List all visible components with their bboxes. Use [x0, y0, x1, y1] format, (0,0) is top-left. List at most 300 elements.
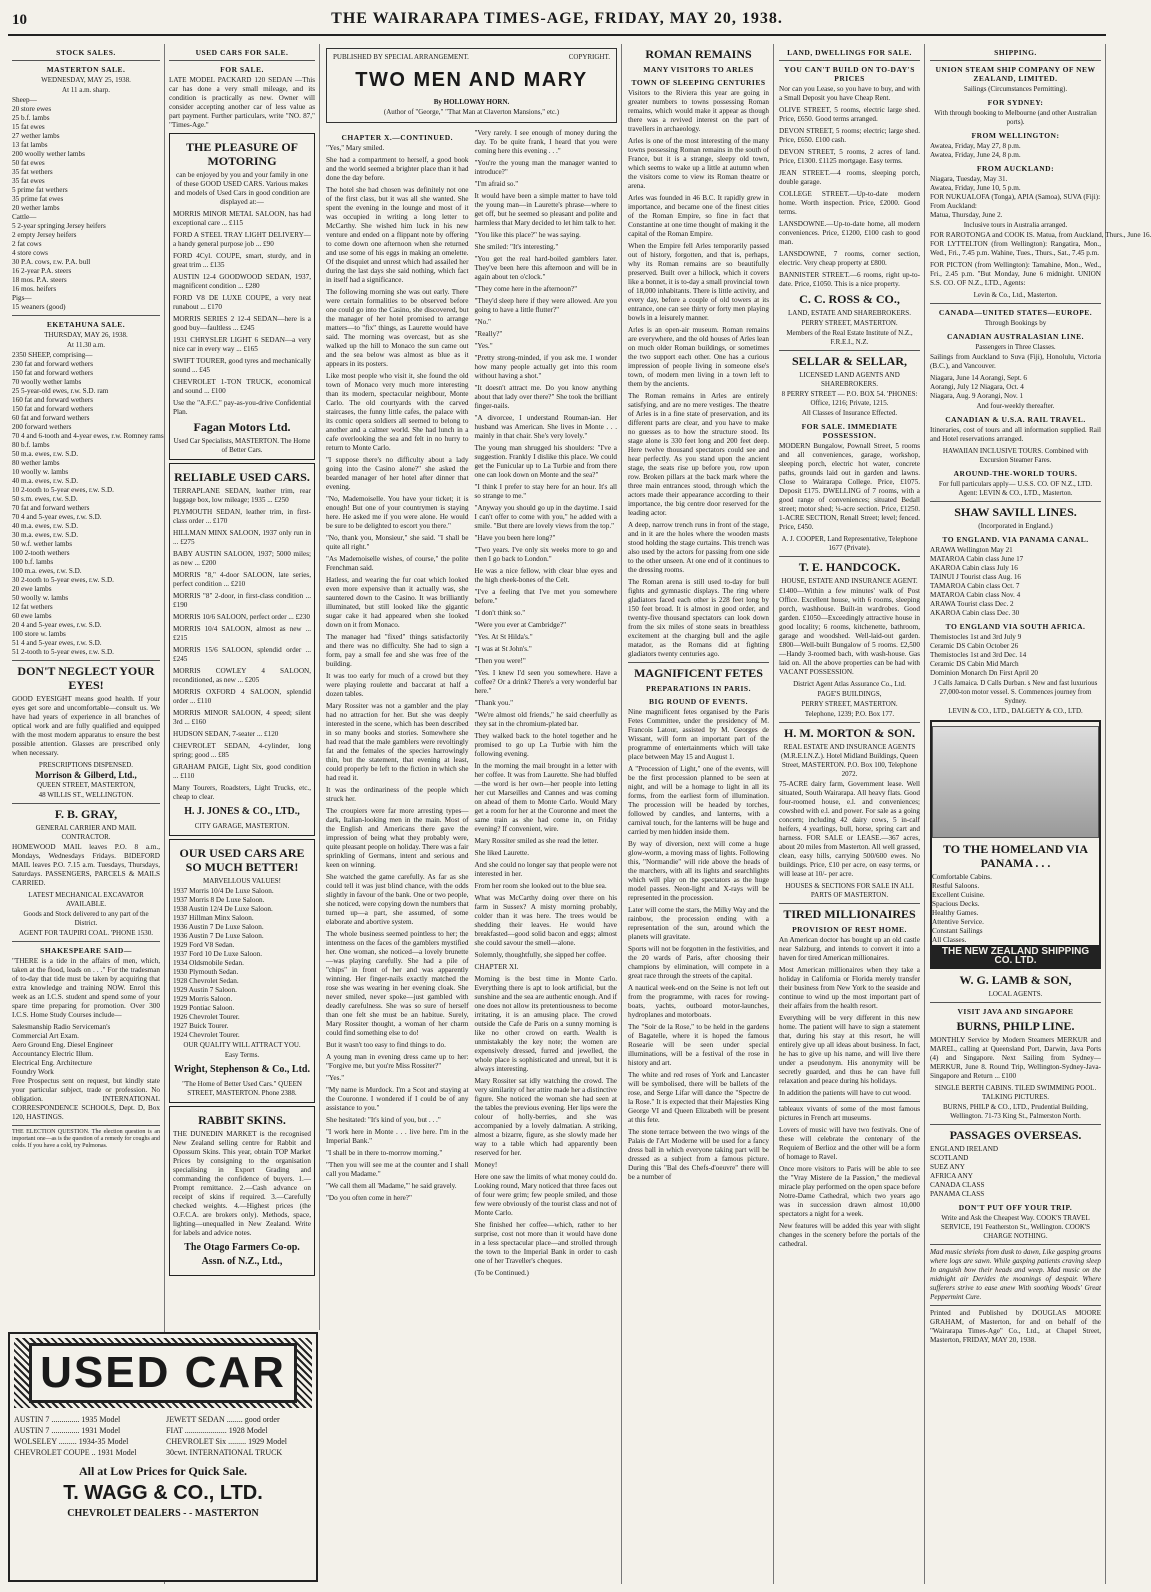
article-paragraph: Everything will be very different in this new home. The patient will have to sign a statement that, during his stay at this resort, he will entirely give up all ideas about business. In fact, he has to give up his name, and will live there under a pseudonym. His anonymity will be secretly guarded, and thus he can have full relaxation and peace during his holidays. — [779, 1014, 920, 1085]
article-paragraph: The Roman remains in Arles are entirely satisfying, and are no mere vestiges. The theatre of Arles is in a fine state of preservation, and its different parts are clear, and you have to make no guesses as to how the structure stood. Its stage alone is 330 feet long and 200 feet deep. Here twelve thousand spectators could see and hear perfectly. As you stand upon the ancient stage, the seats rise up before you, row upon row. Broken pillars at the back mark where the three main entrances stood, through which the actors made their appearance according to their importance, the big centre door reserved for the leading actor. — [628, 392, 769, 517]
car-listing: 1929 Pontiac Saloon. — [173, 1004, 235, 1012]
sailing-row: Ceramic DS Cabin October 26 — [930, 642, 1019, 650]
article-paragraph: Arles is one of the most interesting of the many towns possessing Roman remains in the south of France, but it is a strange, sleepy old town, which seems to wake up a little at autumn when the visitors come to view its Roman theatre or arena. — [628, 137, 769, 190]
story-column-a — [326, 144, 469, 1203]
story-paragraph: She finished her coffee—which, rather to her surprise, cost not more than it would have done in a less spectacular place—and strolled through the town to the Imperial Bank in order to cash one of her Traveller's cheques. — [474, 1221, 617, 1265]
homeland-list — [932, 873, 1099, 945]
sailing-row: AKAROA Cabin class Dec. 30 — [930, 609, 1020, 617]
story-title: TWO MEN AND MARY — [355, 69, 588, 91]
eketahuna-sale-date: THURSDAY, MAY 26, 1938. — [44, 331, 128, 339]
story-column-b — [475, 129, 618, 1281]
passage-row: AFRICA ANY — [930, 1172, 973, 1180]
lamb-subtitle: LOCAL AGENTS. — [988, 990, 1043, 998]
morrison-address-2: 48 WILLIS ST., WELLINGTON. — [38, 791, 134, 799]
shaw-subtitle: (Incorporated in England.) — [978, 522, 1053, 530]
sale-lot: 30 P.A. cows, r.w. P.A. bull — [12, 258, 91, 266]
jones-name: H. J. JONES & CO., LTD., — [184, 806, 300, 817]
homeland-heading: TO THE HOMELAND VIA PANAMA . . . — [942, 842, 1089, 870]
sale-lot: 25 b.f. lambs — [12, 114, 50, 122]
sellar-subtitle: LICENSED LAND AGENTS AND SHAREBROKERS. — [799, 371, 900, 388]
sailing-row: Aorangi, July 12 Niagara, Oct. 4 — [930, 383, 1024, 391]
masterton-sale-heading: MASTERTON SALE. — [46, 65, 126, 74]
lyttelton-text: FOR LYTTELTON (from Wellington): Rangatira, Mon., Wed., Fri., 7.45 p.m. Wahine, Tues., Thurs., Sat., 7.45 p.m. — [930, 240, 1101, 257]
sale-lot: 100 b.f. lambs — [12, 558, 54, 566]
feature-item: All Classes. — [932, 936, 967, 944]
story-paragraph: But it wasn't too easy to find things to do. — [326, 1041, 446, 1049]
used-cars-heading: USED CARS FOR SALE. — [195, 48, 289, 57]
fetes-heading: MAGNIFICENT FETES — [634, 666, 763, 680]
sale-lot: 2 empty Jersey heifers — [12, 231, 77, 239]
car-listing: MORRIS COWLEY 4 SALOON, reconditioned, as new ... £205 — [173, 667, 311, 684]
stock-sales-heading: STOCK SALES. — [56, 48, 116, 57]
story-paragraph: "Thank you." — [474, 699, 514, 707]
published-note: PUBLISHED BY SPECIAL ARRANGEMENT. — [333, 53, 469, 61]
car-listing: FORD V8 DE LUXE COUPE, a very neat runabout ... £170 — [173, 294, 311, 311]
page-header — [8, 6, 1106, 36]
sale-lot: 20 4 and 5-year ewes, r.w. S.D. — [12, 621, 102, 629]
story-paragraph: "I suppose there's no difficulty about a lady going into the Casino alone?" she asked the bearded manager of her hotel after dinner that evening. — [326, 456, 469, 491]
calls-text: J Calls Jamaica. D Calls Durban. s New and fast luxurious 27,000-ton motor vessel. S. Commences journey from Sydney. — [933, 679, 1098, 705]
masterton-sale-date: WEDNESDAY, MAY 25, 1938. — [41, 76, 131, 84]
sale-lot: 27 wether lambs — [12, 132, 60, 140]
excavator-text: LATEST MECHANICAL EXCAVATOR AVAILABLE. — [28, 891, 144, 908]
car-listing: 1937 Morris 8 De Luxe Saloon. — [173, 896, 265, 904]
passage-row: SUEZ ANY — [930, 1163, 965, 1171]
passage-row: CANADA CLASS — [930, 1181, 985, 1189]
story-paragraph: "They come here in the afternoon?" — [474, 285, 578, 293]
passages-list — [930, 1145, 1101, 1199]
sale-lot: 16 mos. heifers — [12, 285, 57, 293]
shakespeare-text: "THERE is a tide in the affairs of men, which, taken at the flood, leads on . . ." For the tradesman of to-day that tide must be taken by acquiring that extra knowledge and training NOW. Enrol this week as an I.C.S. student and spend some of your spare time preparing for promotion. Over 300 I.C.S. Home Study Courses include— — [12, 957, 160, 1019]
article-paragraph: New features will be added this year with slight changes in the scenery before the portals of the cathedral. — [779, 1222, 920, 1248]
sale-lot: 30 2-tooth to 5-year ewes, r.w. S.D. — [12, 576, 114, 584]
column-used-cars — [165, 44, 320, 1330]
story-paragraph: "You like this place?" he was saying. — [474, 231, 581, 239]
column-shipping — [926, 44, 1151, 1584]
wagg-name: T. WAGG & CO., LTD. — [63, 1482, 263, 1504]
story-paragraph: "Yes. I knew I'd seen you somewhere. Have a coffee? Or a drink? There's a very wonderful bar here." — [474, 669, 617, 695]
story-paragraph: "It doesn't attract me. Do you know anything about that lady over there?" She took the brilliant finger-nails. — [474, 384, 617, 410]
masthead: THE WAIRARAPA TIMES-AGE, FRIDAY, MAY 20, 1938. — [331, 10, 783, 27]
car-listing: 1938 Austin 12/4 De Luxe Saloon. — [173, 905, 273, 913]
eketahuna-sale-heading: EKETAHUNA SALE. — [46, 320, 126, 329]
handcock-text: £1400—Within a few minutes' walk of Post Office. Excellent house, with 6 rooms, sleeping porch, washhouse. Built-in wardrobes. Good garden. £1050—Exceedingly attractive house in good locality; 6 rooms, kitchenette, bathroom, garage and woodshed. Well-laid-out garden. £800—Well-built Bungalow of 5 rooms. £2,500—Handy 3-roomed bach, with wash-house. Gas laid on. All the above properties can be had with VACANT POSSESSION. — [779, 587, 920, 676]
car-listing: MORRIS 10/6 SALOON, perfect order ... £230 — [173, 613, 310, 621]
course-item: Accountancy Electric Illum. — [12, 1050, 94, 1058]
sale-lot: 80 b.f. lambs — [12, 441, 50, 449]
story-paragraph: "Really?" — [474, 330, 503, 338]
story-paragraph: A young man in evening dress came up to her: "Forgive me, but you're Miss Rossiter?" — [326, 1053, 469, 1070]
packard-ad: LATE MODEL PACKARD 120 SEDAN —This car has done a very small mileage, and its condition is practically as new. Owner will consider accepting another car of less value as part payment. Further particulars, write "NO. 87," "Times-Age." — [169, 76, 315, 129]
roman-sub2: TOWN OF SLEEPING CENTURIES — [631, 78, 766, 87]
column-features — [624, 44, 774, 1584]
used-car-tagline: All at Low Prices for Quick Sale. — [78, 1464, 248, 1478]
car-model: AUSTIN 7 .............. 1935 Model — [14, 1415, 121, 1424]
car-listing: 1928 Chevrolet Sedan. — [173, 977, 239, 985]
sale-lot: 30 m.a. ewes, r.w. S.D. — [12, 531, 79, 539]
page-number: 10 — [12, 12, 27, 28]
sale-lot: 5 2-year springing Jersey heifers — [12, 222, 106, 230]
story-paragraph: "They'd sleep here if they were allowed. Are you going to have a little flutter?" — [474, 297, 617, 314]
wagg-footer: CHEVROLET DEALERS - - MASTERTON — [67, 1508, 259, 1519]
fagan-subtitle: Used Car Specialists, MASTERTON. The Home of Better Cars. — [173, 437, 311, 454]
roman-sub1: MANY VISITORS TO ARLES — [643, 65, 754, 74]
taupiri-text: AGENT FOR TAUPIRI COAL. 'PHONE 1530. — [18, 929, 154, 937]
car-listing: MORRIS MINOR METAL SALOON, has had exceptional care ... £115 — [173, 210, 311, 227]
car-listing: CHEVROLET 1-TON TRUCK, economical and sound ... £100 — [173, 378, 311, 395]
car-listing: BABY AUSTIN SALOON, 1937; 5000 miles; as new ... £200 — [173, 550, 311, 567]
sale-lot: 15 weaners (good) — [12, 303, 66, 311]
story-paragraph: "We're almost old friends," he said cheerfully as they sat in the chromium-plated bar. — [474, 711, 617, 728]
story-paragraph: In the morning the mail brought in a letter with her coffee. It was from Laurette. She had bluffed—the word is her own—her people into letting her cut Marseilles and Cannes and was coming on ahead of them to Monte Carlo. Would Mary get a room for her at the Couronne and meet the same train as she had come in, on Friday evening? If convenient, wire. — [474, 762, 617, 833]
story-paragraph: Mary Rossiter was not a gambler and the play had no attraction for her. But she was deeply interested in the scene, which has been described in so many books and stories. Somewhere she had read that the male gamblers were revoltingly fat and the females of the species harrowingly thin, but the statement, that evening at least, could properly be left to the fiction in which she had read it. — [326, 702, 469, 782]
marvellous-text: MARVELLOUS VALUES! — [203, 877, 281, 885]
sale-lot: Pigs— — [12, 294, 32, 302]
story-paragraph: Money! — [474, 1161, 498, 1169]
story-paragraph: "Yes. At St Hilda's." — [474, 633, 533, 641]
car-listing: 1930 Plymouth Sedan. — [173, 968, 239, 976]
sale-lot: 2 fat cows — [12, 240, 42, 248]
car-listing: MORRIS SERIES 2 12-4 SEDAN—here is a good buy—faultless ... £245 — [173, 315, 311, 332]
car-model: CHEVROLET Six ......... 1929 Model — [166, 1437, 287, 1446]
story-paragraph: "Pretty strong-minded, if you ask me. I wonder how many people actually get into this room without having a shot." — [474, 354, 617, 380]
car-listing: TERRAPLANE SEDAN, leather trim, rear luggage box, low mileage; 1935 ... £250 — [173, 487, 311, 504]
sailing-row: Awatea, Friday, June 10, 5 p.m. — [930, 184, 1021, 192]
canada-via: Through Bookings by — [984, 319, 1047, 327]
story-paragraph: "You're the young man the manager wanted to introduce?" — [474, 159, 617, 176]
hawaiian-text: HAWAIIAN INCLUSIVE TOURS. Combined with Excursion Steamer Fares. — [942, 447, 1089, 464]
rabbit-text: THE DUNEDIN MARKET is the recognised New Zealand selling centre for Rabbit and Opossum Skins. This year, obtain TOP Market Prices by consigning to the organisation specialising in Export Grading and commanding the confidence of buyers. 1.—Prompt remittance. 2.—Cash advance on receipt of skins if required. 3.—Carefully checked weights. 4.—Highest prices (the O.F.C.A. are brokers only). Methods, space, lighting—unequalled in New Zealand. Write for labels and advice notes. — [173, 1130, 311, 1237]
car-listing: Many Tourers, Roadsters, Light Trucks, etc., cheap to clear. — [173, 784, 311, 801]
sale-lot: 15 fat ewes — [12, 123, 45, 131]
fetes-article — [628, 708, 769, 1182]
sale-lot: 10 woolly w. lambs — [12, 468, 69, 476]
handcock-building: PAGE'S BUILDINGS, — [817, 690, 882, 698]
car-model: 30cwt. INTERNATIONAL TRUCK — [166, 1448, 283, 1457]
rarotonga-text: FOR RAROTONGA and COOK IS. Matua, from Auckland, Thurs., June 16. — [930, 231, 1151, 239]
fourweekly-text: And four-weekly thereafter. — [976, 402, 1055, 410]
property-listing: DEVON STREET, 5 rooms; electric; large shed. Price, £650. £100 cash. — [779, 127, 920, 144]
masterton-sale-time: At 11 a.m. sharp. — [62, 86, 110, 94]
burns-name: BURNS, PHILP LINE. — [956, 1019, 1075, 1033]
used-car-advert — [8, 1332, 318, 1582]
article-paragraph: The Roman arena is still used to-day for bull fights and gymnastic displays. The ring where gladiators faced each other is 228 feet long by 150 feet broad. It is almost in good order, and twenty-five thousand spectators can look down from the six miles of stone seats in breathless excitement at the charging bull and the agile matador, as the Romans did at fighting gladiators twenty centuries ago. — [628, 578, 769, 658]
sale-lot: 10 2-tooth to 5-year ewes, r.w. S.D. — [12, 486, 114, 494]
roman-article — [628, 89, 769, 659]
car-model: JEWETT SEDAN ........ good order — [166, 1415, 280, 1424]
car-listing: FORD A STEEL TRAY LIGHT DELIVERY—a handy general purpose job ... £90 — [173, 231, 311, 248]
dont-put-off: DON'T PUT OFF YOUR TRIP. — [958, 1203, 1073, 1212]
wright-ad — [169, 839, 315, 1103]
lamb-name: W. G. LAMB & SON, — [959, 973, 1072, 987]
around-heading: AROUND-THE-WORLD TOURS. — [953, 469, 1078, 478]
story-paragraph: "Yes," Mary smiled. — [326, 144, 385, 152]
wellington-list — [930, 142, 1101, 160]
feature-item: Restful Saloons. — [932, 882, 980, 890]
gray-name: F. B. GRAY, — [54, 807, 118, 821]
morton-subtitle: REAL ESTATE AND INSURANCE AGENTS (M.R.E.I.N.Z.). Hotel Midland Buildings, Queen Street, MASTERTON. P.O. Box 100, Telephone 2072. — [780, 743, 919, 778]
story-paragraph: "Two years. I've only six weeks more to go and then I go back to London." — [474, 546, 617, 563]
canada-heading: CANADA—UNITED STATES—EUROPE. — [938, 308, 1093, 317]
story-paragraph: He was a nice fellow, with clear blue eyes and the high cheek-bones of the Celt. — [474, 567, 617, 584]
course-item: Aero Ground Eng. Diesel Engineer — [12, 1041, 114, 1049]
sailing-row: FOR NUKUALOFA (Tonga), APIA (Samoa), SUVA (Fiji): — [930, 193, 1101, 201]
sailing-row: Niagara, Tuesday, May 31. — [930, 175, 1008, 183]
story-paragraph: "Then you will see me at the counter and I shall call you Madame." — [326, 1161, 469, 1178]
feature-item: Attentive Service. — [932, 918, 984, 926]
eketahuna-sale-list — [12, 351, 164, 657]
article-paragraph: When the Empire fell Arles temporarily passed out of history, forgotten, and that is, perhaps, why its Roman remains are so beautifully preserved. Built over a hillock, which it covers like a bonnet, it is to-day a small provincial town of 18,000 inhabitants. There is little activity, and every day, before a couple of old towers at its entrance, one can see thirty or forty men playing bowls in a leisurely manner. — [628, 242, 769, 322]
shaw-list — [930, 546, 1101, 618]
story-paragraph: "Yes." — [326, 1074, 345, 1082]
property-listing: LANSDOWNE, 7 rooms, corner section, electric. Very cheap property at £800. — [779, 250, 920, 267]
sale-lot: 60 fat and forward wethers — [12, 414, 90, 422]
sale-lot: 70 4 and 5-year ewes, r.w. S.D. — [12, 513, 102, 521]
story-paragraph: "As Mademoiselle wishes, of course," the polite Frenchman said. — [326, 555, 469, 572]
fagan-name: Fagan Motors Ltd. — [193, 420, 291, 434]
inclusive-text: Inclusive tours in Australia arranged. — [963, 221, 1068, 229]
car-listing: 1929 Austin 7 Saloon. — [173, 986, 237, 994]
sale-lot: 40 m.a. ewes, r.w. S.D. — [12, 522, 79, 530]
ship-illustration — [932, 726, 1099, 838]
article-paragraph: Lovers of music will have two festivals. One of these will celebrate the centenary of the Requiem of Berlioz and the other will be a form of homage to Ravel. — [779, 1126, 920, 1161]
used-car-models-left — [14, 1414, 160, 1458]
sale-lot: 60 ewe lambs — [12, 612, 52, 620]
otago-name: The Otago Farmers Co-op. Assn. of N.Z., Ltd., — [184, 1242, 300, 1267]
sale-lot: 20 ewe lambs — [12, 585, 52, 593]
story-paragraph: It was the ordinariness of the people which struck her. — [326, 786, 469, 803]
sale-lot: Sheep— — [12, 96, 37, 104]
article-paragraph: In addition the patients will have to cut wood. — [779, 1089, 911, 1097]
feature-item: Comfortable Cabins. — [932, 873, 992, 881]
around-text: For full particulars apply— U.S.S. CO. OF N.Z., LTD. Agent: LEVIN & CO., LTD., Masterton. — [938, 480, 1093, 497]
feature-item: Excellent Cuisine. — [932, 891, 985, 899]
car-listing: GRAHAM PAIGE, Light Six, good condition ... £110 — [173, 763, 311, 780]
union-heading: UNION STEAM SHIP COMPANY OF NEW ZEALAND, LIMITED. — [935, 65, 1096, 83]
handcock-name: T. E. HANDCOCK. — [798, 560, 901, 574]
car-model: AUSTIN 7 .............. 1931 Model — [14, 1426, 121, 1435]
three-classes: Passengers in Three Classes. — [975, 343, 1056, 351]
story-paragraph: "I work here in Monte . . . live here. I'm in the Imperial Bank." — [326, 1128, 469, 1145]
handcock-telephone: Telephone, 1239; P.O. Box 177. — [804, 710, 895, 718]
sale-lot: 100 store w. lambs — [12, 630, 66, 638]
sale-lot: 200 forward wethers — [12, 423, 72, 431]
car-listing: Use the "A.F.C." pay-as-you-drive Confidential Plan. — [173, 399, 311, 416]
car-listing: 1937 Morris 10/4 De Luxe Saloon. — [173, 887, 274, 895]
car-listing: 1929 Ford V8 Sedan. — [173, 941, 235, 949]
jones-ad — [169, 463, 315, 836]
story-paragraph: Like most people who visit it, she found the old town of Monaco very much more interesting than its modern, spectacular neighbour, Monte Carlo. The old courtyards with the carved staircases, the funny little cafes, the palace with its comic opera soldiers all seemed to belong to another and a calmer world. She had lunch in a cafe overlooking the sea and felt in no hurry to return to Monte Carlo. — [326, 372, 469, 452]
sale-lot: 35 prime fat ewes — [12, 195, 64, 203]
pleasure-title: THE PLEASURE OF MOTORING — [185, 140, 299, 168]
cooks-text: Write and Ask the Cheapest Way. COOK'S TRAVEL SERVICE, 191 Featherston St., Wellington. COOK'S CHARGE NOTHING. — [940, 1214, 1091, 1240]
article-paragraph: The white and red roses of York and Lancaster will be symbolised, there will be ballets of the rose, and Serge Lifar will dance the "Spectre de la Rose." It is expected that their Majesties King George VI and Queen Elizabeth will be present at this fete. — [628, 1071, 769, 1124]
car-listing: MORRIS "8," 4-door SALOON, late series, perfect condition ... £210 — [173, 571, 311, 588]
eketahuna-sale-time: At 11.30 a.m. — [66, 341, 106, 349]
wright-list — [173, 887, 311, 1040]
sale-lot: 12 fat wethers — [12, 603, 53, 611]
cant-build-heading: YOU CAN'T BUILD ON TO-DAY'S PRICES — [784, 65, 915, 83]
auckland-heading: FROM AUCKLAND: — [976, 164, 1055, 173]
morton-footer: HOUSES & SECTIONS FOR SALE IN ALL PARTS OF MASTERTON. — [785, 882, 914, 899]
sailing-row: TAMAROA Cabin class Oct. 7 — [930, 582, 1020, 590]
sale-lot: 100 2-tooth wethers — [12, 549, 70, 557]
car-listing: HILLMAN MINX SALOON, 1937 only run in ... £275 — [173, 529, 311, 546]
story-paragraph: "Have you been here long?" — [474, 534, 556, 542]
rabbit-ad — [169, 1106, 315, 1276]
sale-lot: 40 m.a. ewes, r.w. S.D. — [12, 477, 79, 485]
quality-text: OUR QUALITY WILL ATTRACT YOU. — [183, 1041, 301, 1049]
sailing-row: TAINUI J Tourist class Aug. 16 — [930, 573, 1022, 581]
story-paragraph: "I shall be in there to-morrow morning." — [326, 1149, 443, 1157]
fagan-ad — [169, 133, 315, 460]
ross-address: PERRY STREET, MASTERTON. — [801, 319, 898, 327]
burns-agents: BURNS, PHILP & CO., LTD., Prudential Building, Wellington. 71-73 King St., Palmerston North. — [943, 1103, 1088, 1120]
masterton-sale-list — [12, 96, 160, 312]
sailing-row: Dominion Monarch Dn First April 20 — [930, 669, 1039, 677]
story-paragraph: She smiled: "It's interesting." — [474, 243, 559, 251]
election-text: THE ELECTION QUESTION. The election question is an important one—as is the question of a remedy for coughs and colds. If you have a cold, try Pulmonas. — [12, 1129, 160, 1149]
sailing-row: MATAROA Cabin class June 17 — [930, 555, 1024, 563]
article-paragraph: Nine magnificent fetes organised by the Paris Fetes Committee, under the presidency of M. Francois Latour, assisted by M. Georges de Wissant, will form an important part of the programme of entertainments which will take place between May 15 and August 1. — [628, 708, 769, 761]
rabbit-heading: RABBIT SKINS. — [198, 1113, 286, 1127]
car-model: FIAT ..................... 1928 Model — [166, 1426, 268, 1435]
story-paragraph: "Then you were!" — [474, 657, 526, 665]
story-paragraph: The whole business seemed pointless to her; the intentness on the faces of the gamblers mystified her. One woman, she noticed—a lovely brunette—was playing carefully. She had a pile of "chips" in front of her and was apparently winning. Her finger-nails exactly matched the rose she was wearing in her evening cloak. She never smiled, never spoke—just gambled with deadly carefulness. She was so sure of herself than one felt she must be an habitue. Surely, Mary Rossiter thought, a woman of her charm could find something else to do! — [326, 930, 469, 1037]
feature-item: Healthy Games. — [932, 909, 979, 917]
sale-lot: 200 woolly wether lambs — [12, 150, 85, 158]
morrison-gilberd-name: Morrison & Gilberd, Ltd., — [35, 770, 137, 780]
story-paragraph: They walked back to the hotel together and he promised to go up La Turbie with him the following evening. — [474, 732, 617, 758]
car-listing: 1934 Oldsmobile Sedan. — [173, 959, 244, 967]
sailings-note: Sailings (Circumstances Permitting). — [963, 85, 1068, 93]
article-paragraph: Later will come the stars, the Milky Way and the rainbow, the procession ending with a representation of the sun, around which the planets will gravitate. — [628, 906, 769, 941]
tired-subtitle: PROVISION OF REST HOME. — [792, 925, 907, 934]
reliable-heading: RELIABLE USED CARS. — [174, 470, 310, 484]
story-paragraph: "We call them all 'Madame,'" he said gravely. — [326, 1182, 457, 1190]
car-listing: 1924 Chevrolet Tourer. — [173, 1031, 240, 1039]
car-listing: MORRIS 10/4 SALOON, almost as new ... £215 — [173, 625, 311, 642]
java-heading: VISIT JAVA AND SINGAPORE — [957, 1007, 1074, 1016]
car-listing: AUSTIN 12-4 GOODWOOD SEDAN, 1937, magnificent condition ... £280 — [173, 273, 311, 290]
levin-dalgety: LEVIN & CO., LTD., DALGETY & CO., LTD. — [948, 707, 1083, 715]
ics-text: Free Prospectus sent on request, but kindly state your particular subject, trade or profession. No obligation. INTERNATIONAL CORRESPONDENCE SCHOOLS, Dept. D, Box 120, HASTINGS. — [12, 1077, 160, 1121]
sale-lot: 50 m.a. ewes, r.w. S.D. — [12, 450, 79, 458]
article-paragraph: A deep, narrow trench runs in front of the stage, and in it are the holes where the wooden masts stood holding the stage curtains. This trench was also used by the actors for passing from one side to the other unseen. At one end of it continues to the dressing rooms. — [628, 521, 769, 574]
car-listing: 1937 Hillman Minx Saloon. — [173, 914, 254, 922]
article-paragraph: A "Procession of Light," one of the events, will be the first procession planned to be seen at night, and will be a homage to light in all its forms, from the earliest form of illumination. The procession will be headed by torches, followed by candles, and lanterns, with a carnival touch, for the lanterns will be huge and carried by men hidden inside them. — [628, 765, 769, 836]
story-paragraph: "Anyway you should go up in the daytime. I said I can't offer to come with you," he added with a smile. "But there are lovely views from the top." — [474, 504, 617, 530]
sailing-row: Matua, Thursday, June 2. — [930, 211, 1003, 219]
wellington-heading: FROM WELLINGTON: — [971, 131, 1060, 140]
car-listing: 1929 Morris Saloon. — [173, 995, 233, 1003]
passages-heading: PASSAGES OVERSEAS. — [949, 1128, 1082, 1142]
ouruse-heading: OUR USED CARS ARE SO MUCH BETTER! — [179, 846, 305, 874]
sale-lot: 35 fat wethers — [12, 168, 53, 176]
story-paragraph: The young man shrugged his shoulders: "I've a suggestion. Frankly I dislike this place. We could get the Funicular up to La Turbie and from there one can look down on Monte and the sea?" — [474, 444, 617, 479]
article-paragraph: The stone terrace between the two wings of the Palais de l'Art Moderne will be used for a fancy dress ball in which everyone taking part will be dressed as a subject from a famous picture. During this "Bal des Chefs-d'oeuvre" there will be a number of — [628, 1128, 769, 1181]
sydney-heading: FOR SYDNEY: — [987, 98, 1044, 107]
sale-lot: 230 fat and forward wethers — [12, 360, 94, 368]
cooper-text: A. J. COOPER, Land Representative, Telephone 1677 (Private). — [781, 535, 918, 552]
sale-lot: 50 s.m. ewes, r.w. S.D. — [12, 495, 78, 503]
story-paragraph: Mary Rossiter smiled as she read the letter. — [474, 837, 599, 845]
story-paragraph: What was McCarthy doing over there on his farm in Sussex? A misty morning probably, colder than it was here. The trees would be shedding their leaves. He would have breakfasted—good solid bacon and eggs; almost she could savour the smell—alone. — [474, 894, 617, 947]
property-listing: OLIVE STREET, 5 rooms, electric large shed. Price, £650. Good terms arranged. — [779, 106, 920, 123]
article-paragraph: The "Soir de la Rose," to be held in the gardens of Bagatelle, where it is hoped the famous Rosearie will be seen under special illuminations, will be a festival of the rose in history and art. — [628, 1023, 769, 1067]
sailing-row: ARAWA Tourist class Dec. 2 — [930, 600, 1014, 608]
property-listing: JEAN STREET.—4 rooms, sleeping porch, double garage. — [779, 169, 920, 186]
story-byline: By HOLLOWAY HORN. — [433, 98, 510, 106]
car-listing: MORRIS "8" 2-door, in first-class condition ... £190 — [173, 592, 311, 609]
chapter-heading: CHAPTER X.—CONTINUED. — [341, 133, 454, 142]
wright-name: Wright, Stephenson & Co., Ltd. — [174, 1064, 310, 1075]
eyes-ad-text: GOOD EYESIGHT means good health. If your eyes get sore and uncomfortable—consult us. We have had years of experience in all branches of optical work and are fully qualified and equipped with the most modern apparatus to ensure the best possible attention. Glasses are prescribed only when necessary. — [12, 695, 160, 757]
sailing-row: From Auckland: — [930, 202, 977, 210]
story-paragraph: "Yes." — [474, 342, 493, 350]
story-paragraph: "I don't think so." — [474, 609, 526, 617]
property-listing: BANNISTER STREET.—6 rooms, right up-to-date. Price, £1050. This is a nice property. — [779, 271, 920, 288]
morrison-address-1: QUEEN STREET, MASTERTON, — [36, 781, 136, 789]
story-paragraph: "I think I prefer to stay here for an hour. It's all so strange to me." — [474, 483, 617, 500]
course-item: Foundry Work — [12, 1068, 54, 1076]
auckland-list — [930, 175, 1101, 220]
story-paragraph: "My name is Murdock. I'm a Scot and staying at the Couronne. I wondered if I could be of any assistance to you." — [326, 1086, 469, 1112]
sellar-name: SELLAR & SELLAR, — [791, 354, 908, 368]
property-listing: DEVON STREET, 5 rooms, 2 acres of land. Price, £1300. £1125 mortgage. Easy terms. — [779, 148, 920, 165]
sale-lot: 5 prime fat wethers — [12, 186, 68, 194]
story-paragraph: "Do you often come in here?" — [326, 1194, 412, 1202]
handcock-address: PERRY STREET, MASTERTON. — [801, 700, 898, 708]
passage-row: PANAMA CLASS — [930, 1190, 985, 1198]
course-item: Electrical Eng. Architecture — [12, 1059, 93, 1067]
sale-lot: 50 fat ewes — [12, 159, 45, 167]
canada-list — [930, 374, 1101, 401]
car-listing: FORD 4Cyl. COUPE, smart, sturdy, and in great trim ... £135 — [173, 252, 311, 269]
story-paragraph: The following morning she was out early. There were certain formalities to be observed before one could go into the Casino, she discovered, but the manager of her hotel promised to arrange matters—to "fix" things, as Laurette would have said. The morning was overcast, but as she walked up the hill to Monaco the sun came out and the sea below was almost as blue as it appears in its posters. — [326, 288, 469, 368]
sale-lot: 51 4 and 5-year ewes, r.w. S.D. — [12, 639, 102, 647]
gray-subtitle: GENERAL CARRIER AND MAIL CONTRACTOR. — [35, 824, 137, 841]
sydney-text: With through booking to Melbourne (and other Australian ports). — [934, 109, 1097, 126]
sailing-row: Niagara, Aug. 9 Aorangi, Nov. 1 — [930, 392, 1024, 400]
cpr-text: Itineraries, cost of tours and all information supplied. Rail and Hotel reservations arranged. — [930, 426, 1101, 443]
sailing-row: ARAWA Wellington May 21 — [930, 546, 1013, 554]
car-listing: 1926 Chevrolet Tourer. — [173, 1013, 240, 1021]
story-paragraph: Hatless, and wearing the fur coat which looked even more expensive than it actually was, she sauntered down to the Casino. It was brilliantly illuminated, but still looked like the gigantic sugar cake it had appeared when she looked down on it from Monaco. — [326, 576, 469, 629]
sellar-forsale: FOR SALE. IMMEDIATE POSSESSION. — [801, 422, 898, 440]
to-england: TO ENGLAND. VIA PANAMA CANAL. — [942, 535, 1089, 544]
sailing-row: Awatea, Friday, June 24, 8 p.m. — [930, 151, 1021, 159]
picton-text: FOR PICTON (from Wellington): Tamahine, Mon., Wed., Fri., 2.45 p.m. "But Monday, June 6 midnight. UNION S.S. CO. OF N.Z., LTD., Agents: — [930, 261, 1101, 287]
sale-lot: 2350 SHEEP, comprising— — [12, 351, 93, 359]
sailing-row: MATAROA Cabin class Nov. 4 — [930, 591, 1021, 599]
wright-subtitle: "The Home of Better Used Cars." QUEEN STREET, MASTERTON. Phone 2388. — [182, 1080, 302, 1097]
story-paragraph: The hotel she had chosen was definitely not one of the first class, but it was all she wanted. She spent the evening in the lounge and most of it was occupied in writing a long letter to McCarthy. She wished him luck in his new venture and ended on a flippant note by offering to come down one afternoon when she returned and use some of his eggs in making an omelette. Of the disquiet and unrest which had assailed her during the last days she said nothing, which fact in itself had a significance. — [326, 186, 469, 284]
car-listing: SWIFT TOURER, good tyres and mechanically sound ... £45 — [173, 357, 311, 374]
sellar-text: MODERN Bungalow, Pownall Street, 5 rooms and all conveniences, garage, workshop, sleeping porch, electric hot water, concrete paths, grounds laid out in garden and lawns. Close to Wairarapa College. Price, £1075. Deposit £175. DWELLING of 7 rooms, with a good range of conveniences; situated Bedall street; motor shed; ¼-acre section. Price, £1250. 1-ACRE SECTION, Renall Street; level; fenced. Price, £450. — [779, 442, 920, 531]
article-paragraph: A nautical week-end on the Seine is not left out from the programme, with races for rowing-boats, yachts, outboard motor-launches, hydroplanes and motorboats. — [628, 984, 769, 1019]
feature-item: Spacious Decks. — [932, 900, 980, 908]
course-item: Salesmanship Radio Serviceman's — [12, 1023, 111, 1031]
story-paragraph: CHAPTER XI. — [474, 963, 519, 971]
story-author-note: (Author of "George," "That Man at Claverton Mansions," etc.) — [383, 108, 560, 116]
peppermint-poem: Mad music shrieks from dusk to dawn, Like gasping groans where logs are sawn. While gasping patients craving sleep In anguish bow their heads and weep. Mad music on the midnight air Derides the moanings of despair. Where sufferers strive to ease anew With soothing Woods' Great Peppermint Cure. — [930, 1248, 1101, 1301]
passage-row: SCOTLAND — [930, 1154, 969, 1162]
property-listing: COLLEGE STREET.—Up-to-date modern home. Worth inspection. Price, £2000. Good terms. — [779, 190, 920, 216]
sale-lot: 25 5-year-old ewes, r.w. S.D. ram — [12, 387, 109, 395]
fetes-continued — [779, 1126, 920, 1249]
sale-lot: Cattle— — [12, 213, 37, 221]
